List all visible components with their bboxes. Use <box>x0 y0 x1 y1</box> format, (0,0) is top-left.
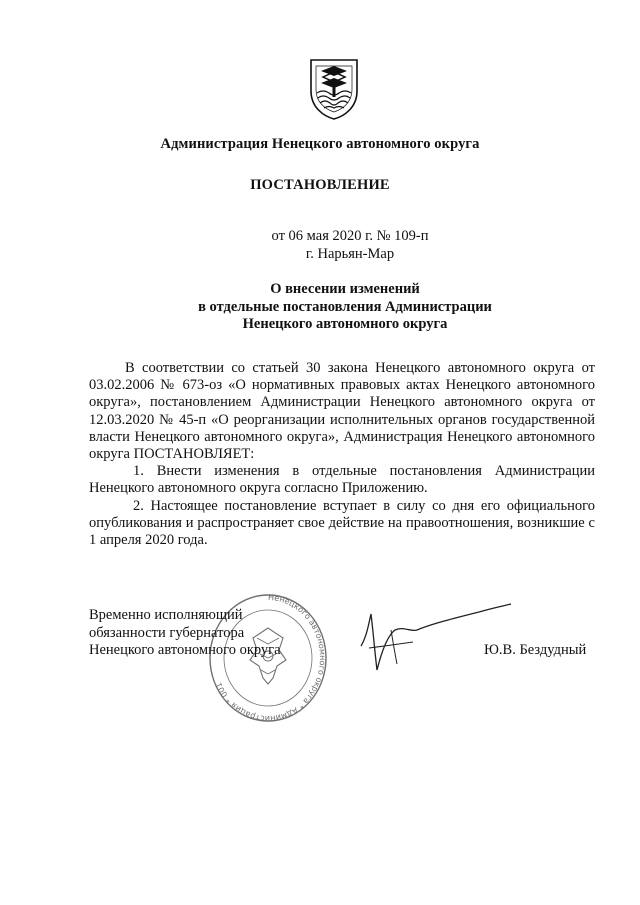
seal-text: Ненецкого автономного округа * Администрация * 001 <box>214 592 327 724</box>
document-date-number: от 06 мая 2020 г. № 109-п <box>271 228 429 244</box>
body-paragraph: В соответствии со статьей 30 закона Ненецкого автономного округа от 03.02.2006 № 673-оз «О нормативных правовых актах Ненецкого автономного округа», постановлением Администрации Ненецкого автономного округа от 12.03.2020 № 45-п «О реорганизации исполнительных органов государственной власти Ненецкого автономного округа», Администрация Ненецкого автономного округа ПОСТАНОВЛЯЕТ: <box>89 360 595 463</box>
signatory-position <box>89 607 281 660</box>
signatory-position-line: Ненецкого автономного округа <box>89 642 281 658</box>
document-title-line: Ненецкого автономного округа <box>242 316 448 332</box>
organization-title: Администрация Ненецкого автономного округа <box>160 136 480 152</box>
body-paragraph: 1. Внести изменения в отдельные постановления Администрации Ненецкого автономного округа согласно Приложению. <box>89 463 595 497</box>
document-title-line: в отдельные постановления Администрации <box>198 298 492 315</box>
body-paragraph: 2. Настоящее постановление вступает в силу со дня его официального опубликования и распространяет свое действие на правоотношения, возникшие с 1 апреля 2020 года. <box>89 497 595 549</box>
document-type: ПОСТАНОВЛЕНИЕ <box>250 177 390 193</box>
signatory-name: Ю.В. Бездудный <box>484 642 587 658</box>
document-body <box>89 360 595 549</box>
coat-of-arms-icon <box>303 57 365 121</box>
signatory-position-line: Временно исполняющий <box>89 607 243 623</box>
document-title-line: О внесении изменений <box>270 281 420 297</box>
document-title <box>0 281 640 334</box>
document-place: г. Нарьян-Мар <box>305 246 395 262</box>
signatory-position-line: обязанности губернатора <box>89 624 245 641</box>
